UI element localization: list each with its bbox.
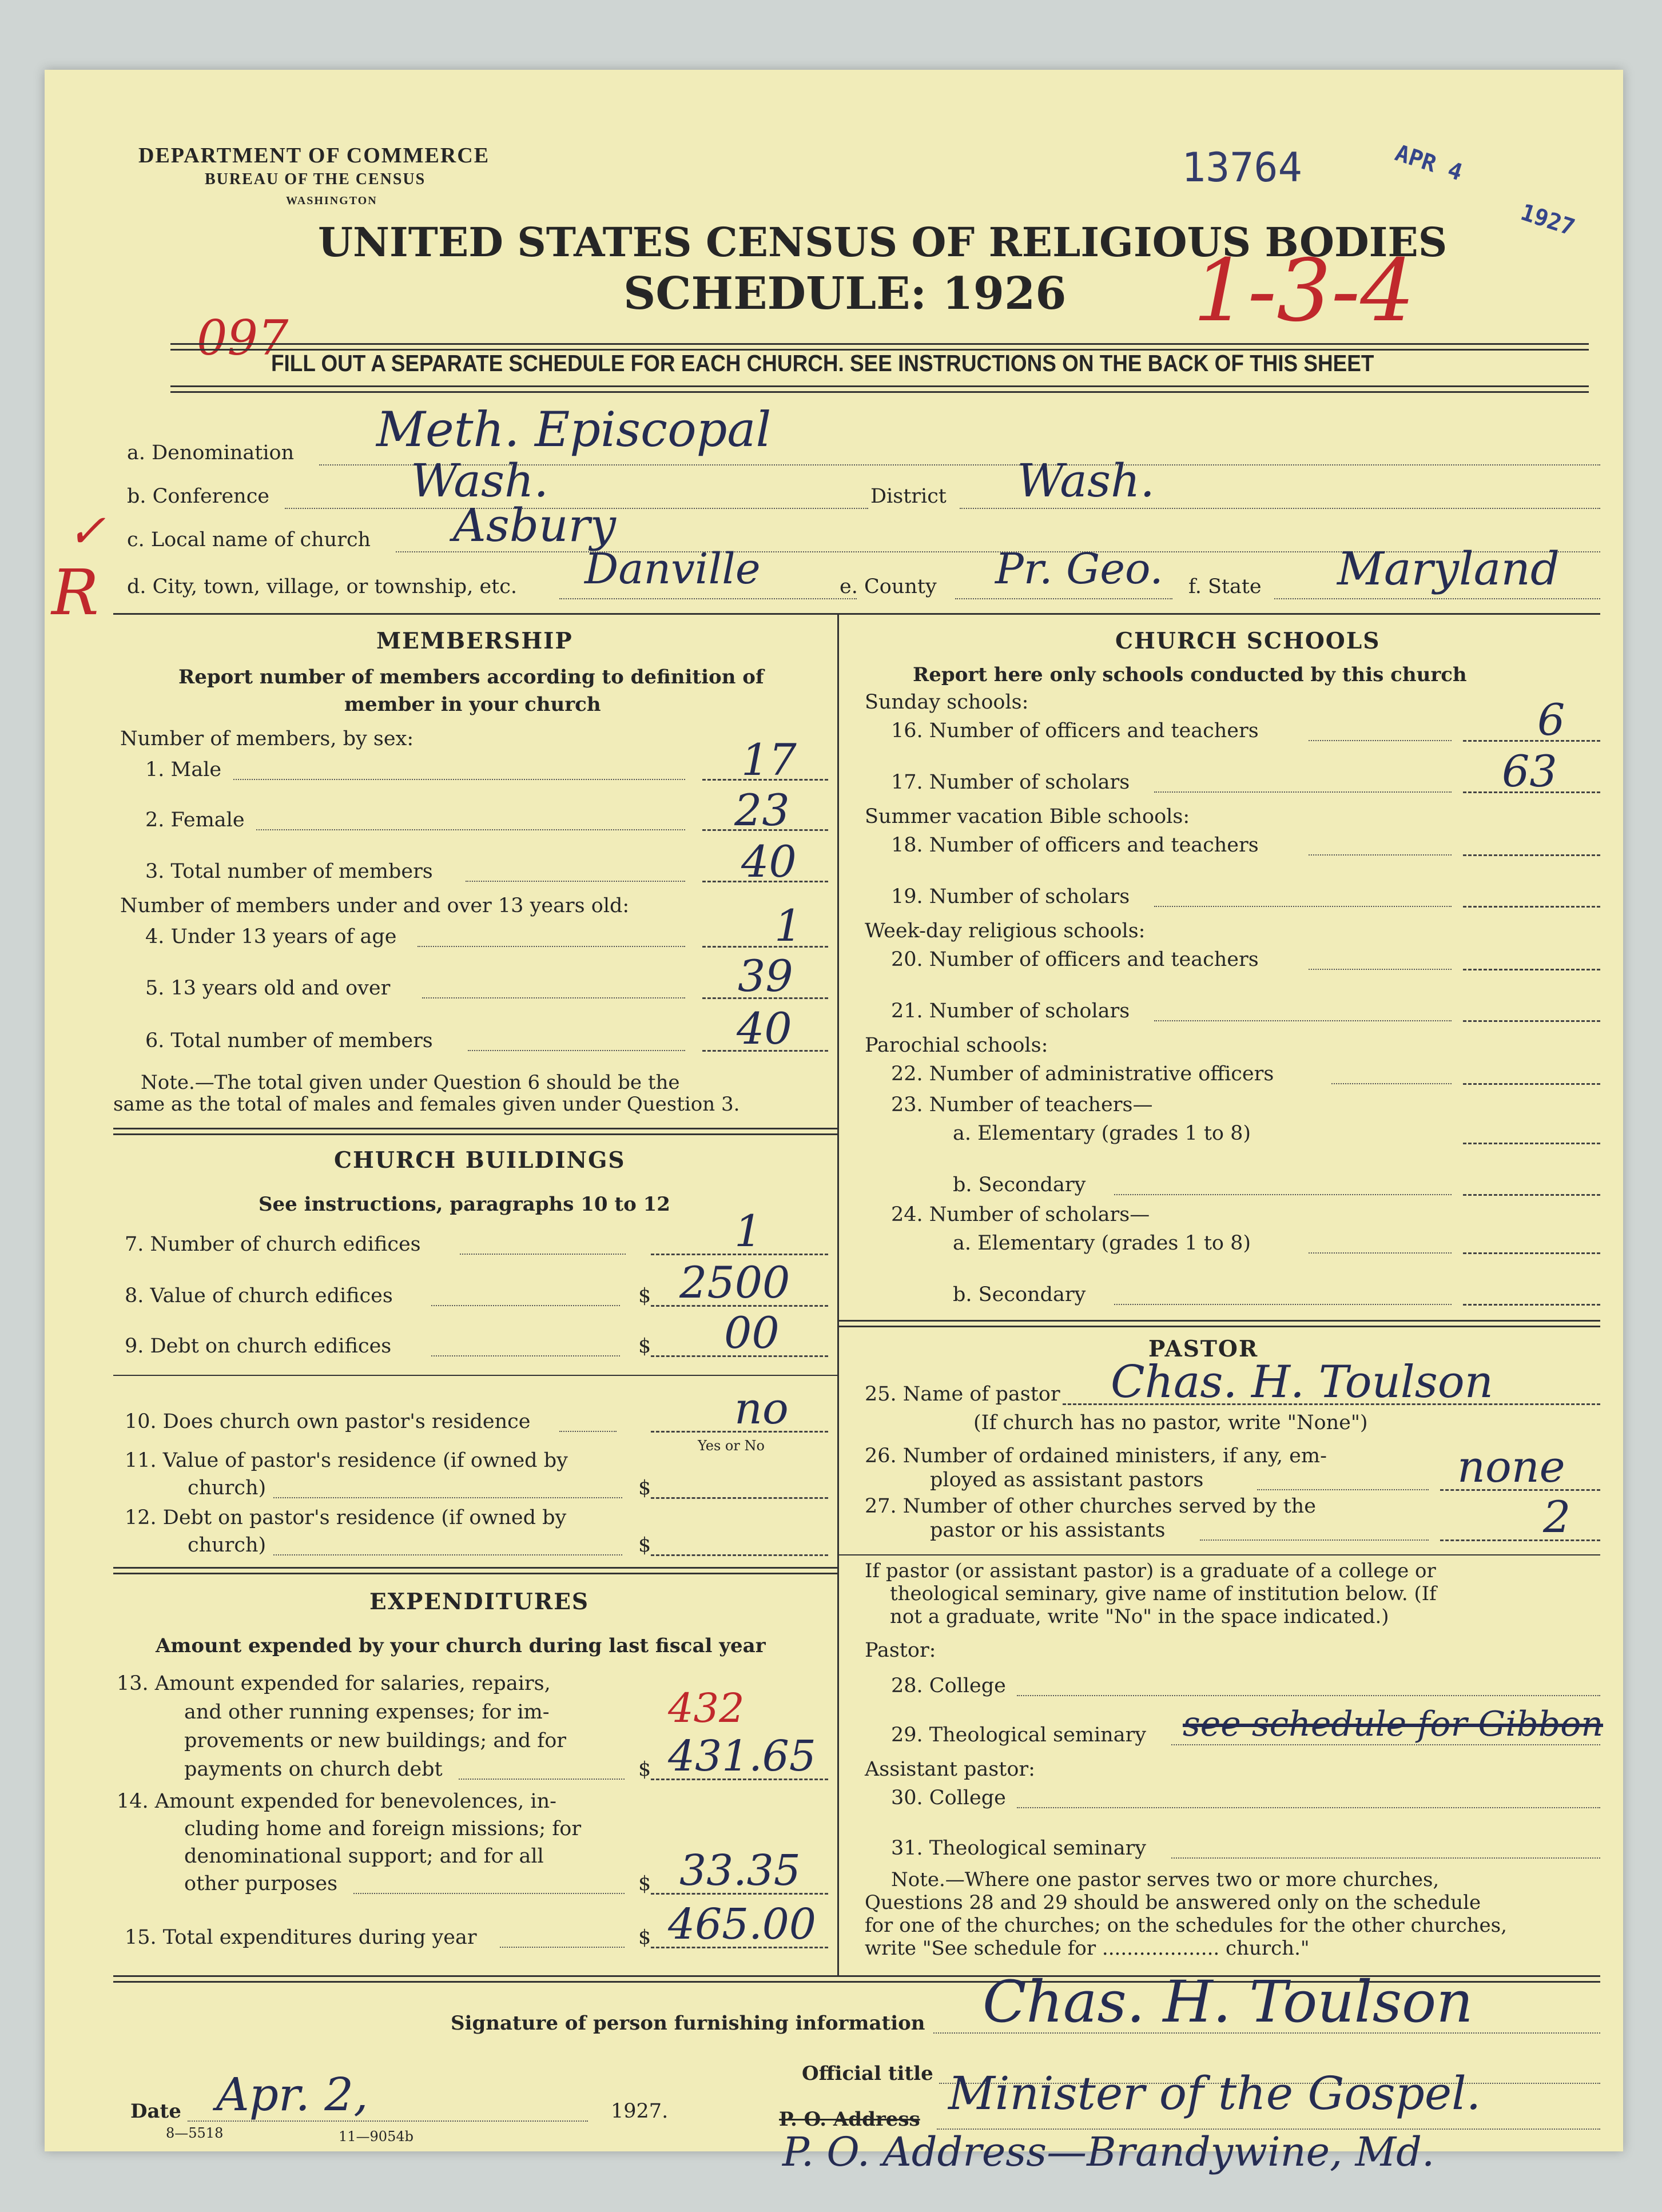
q21-label: 21. Number of scholars bbox=[891, 1000, 1130, 1023]
q25-note: (If church has no pastor, write "None") bbox=[973, 1411, 1368, 1434]
membership-intro-1: Report number of members according to definition of bbox=[178, 666, 764, 689]
form-title: UNITED STATES CENSUS OF RELIGIOUS BODIES bbox=[318, 218, 1448, 266]
city-value: Danville bbox=[585, 544, 761, 594]
q3-value: 40 bbox=[741, 836, 797, 887]
red-number: 097 bbox=[197, 310, 289, 366]
q23b-label: b. Secondary bbox=[953, 1173, 1086, 1196]
q6-label: 6. Total number of members bbox=[145, 1029, 433, 1052]
q13-dollar: $ bbox=[638, 1758, 651, 1781]
q29-label: 29. Theological seminary bbox=[891, 1724, 1147, 1746]
members-by-sex-label: Number of members, by sex: bbox=[120, 727, 414, 750]
q13-red-value: 432 bbox=[668, 1685, 745, 1732]
state-value: Maryland bbox=[1337, 542, 1560, 595]
q2-label: 2. Female bbox=[145, 809, 245, 832]
expenditures-sub: Amount expended by your church during last fiscal year bbox=[156, 1634, 766, 1657]
membership-note-1: Note.—The total given under Question 6 should be the bbox=[141, 1071, 680, 1094]
weekday-schools-label: Week-day religious schools: bbox=[865, 920, 1146, 942]
graduate-note-3: not a graduate, write "No" in the space indicated.) bbox=[890, 1605, 1389, 1628]
county-label: e. County bbox=[840, 575, 937, 598]
q13-label-1: 13. Amount expended for salaries, repairs, bbox=[117, 1672, 551, 1695]
q15-value: 465.00 bbox=[668, 1900, 816, 1949]
expenditures-heading: EXPENDITURES bbox=[369, 1589, 590, 1615]
q9-value: 00 bbox=[724, 1307, 780, 1358]
q19-label: 19. Number of scholars bbox=[891, 885, 1130, 908]
graduate-note-1: If pastor (or assistant pastor) is a graduate of a college or bbox=[865, 1559, 1436, 1582]
conference-value: Wash. bbox=[411, 454, 548, 507]
q13-value: 431.65 bbox=[668, 1732, 816, 1781]
q7-label: 7. Number of church edifices bbox=[125, 1233, 421, 1256]
q13-label-3: provements or new buildings; and for bbox=[184, 1729, 567, 1752]
q15-label: 15. Total expenditures during year bbox=[125, 1926, 477, 1949]
district-value: Wash. bbox=[1017, 454, 1155, 507]
q8-label: 8. Value of church edifices bbox=[125, 1284, 393, 1307]
official-title-label: Official title bbox=[802, 2062, 933, 2085]
q16-label: 16. Number of officers and teachers bbox=[891, 719, 1259, 742]
q12-label-2: church) bbox=[188, 1534, 267, 1557]
pastor-note-1: Note.—Where one pastor serves two or more churches, bbox=[891, 1868, 1440, 1891]
q13-label-2: and other running expenses; for im- bbox=[184, 1701, 550, 1724]
q24a-label: a. Elementary (grades 1 to 8) bbox=[953, 1232, 1251, 1255]
q9-dollar: $ bbox=[638, 1335, 651, 1358]
q22-label: 22. Number of administrative officers bbox=[891, 1063, 1274, 1085]
date-value: Apr. 2, bbox=[216, 2068, 368, 2121]
q28-label: 28. College bbox=[891, 1674, 1006, 1697]
bureau-label: BUREAU OF THE CENSUS bbox=[205, 170, 426, 188]
church-name-value: Asbury bbox=[453, 499, 616, 552]
q24-label: 24. Number of scholars— bbox=[891, 1203, 1150, 1226]
margin-checkmark: ✓ bbox=[67, 504, 106, 558]
q25-value: Chas. H. Toulson bbox=[1111, 1356, 1493, 1408]
q12-dollar: $ bbox=[638, 1534, 651, 1557]
parochial-schools-label: Parochial schools: bbox=[865, 1034, 1048, 1057]
pastor-heading: PASTOR bbox=[1148, 1336, 1259, 1362]
q29-value: see schedule for Gibbon bbox=[1183, 1704, 1604, 1744]
denomination-label: a. Denomination bbox=[127, 441, 295, 464]
q14-label-4: other purposes bbox=[184, 1872, 338, 1895]
q1-value: 17 bbox=[741, 734, 797, 785]
church-name-label: c. Local name of church bbox=[127, 528, 371, 551]
q10-value: no bbox=[734, 1383, 789, 1434]
q14-label-2: cluding home and foreign missions; for bbox=[184, 1817, 582, 1840]
q4-value: 1 bbox=[774, 900, 802, 951]
date-label: Date bbox=[130, 2100, 181, 2123]
q17-value: 63 bbox=[1502, 746, 1557, 797]
q26-label-1: 26. Number of ordained ministers, if any, em- bbox=[865, 1445, 1327, 1467]
q14-label-3: denominational support; and for all bbox=[184, 1845, 544, 1868]
q26-label-2: ployed as assistant pastors bbox=[930, 1469, 1204, 1491]
red-code: 1-3-4 bbox=[1193, 241, 1415, 341]
q2-value: 23 bbox=[734, 785, 790, 836]
q10-label: 10. Does church own pastor's residence bbox=[125, 1410, 531, 1433]
membership-intro-2: member in your church bbox=[344, 693, 601, 716]
q24b-label: b. Secondary bbox=[953, 1283, 1086, 1306]
membership-note-2: same as the total of males and females given under Question 3. bbox=[113, 1093, 740, 1116]
q12-label-1: 12. Debt on pastor's residence (if owned by bbox=[125, 1506, 567, 1529]
district-label: District bbox=[870, 485, 947, 508]
q11-dollar: $ bbox=[638, 1477, 651, 1499]
form-number: 8—5518 bbox=[166, 2125, 224, 2141]
q9-label: 9. Debt on church edifices bbox=[125, 1335, 392, 1358]
q16-value: 6 bbox=[1537, 694, 1565, 745]
q8-dollar: $ bbox=[638, 1284, 651, 1307]
q25-label: 25. Name of pastor bbox=[865, 1383, 1060, 1406]
po-address-value: Minister of the Gospel. bbox=[948, 2067, 1481, 2120]
schools-heading: CHURCH SCHOOLS bbox=[1115, 628, 1381, 654]
q13-label-4: payments on church debt bbox=[184, 1758, 443, 1781]
q31-label: 31. Theological seminary bbox=[891, 1837, 1147, 1860]
form-subtitle: SCHEDULE: 1926 bbox=[623, 268, 1067, 320]
received-stamp-year: 1927 bbox=[1517, 199, 1578, 241]
q5-value: 39 bbox=[738, 950, 793, 1001]
instruction-line: FILL OUT A SEPARATE SCHEDULE FOR EACH CHURCH. SEE INSTRUCTIONS ON THE BACK OF THIS SHEET bbox=[271, 350, 1374, 376]
county-value: Pr. Geo. bbox=[995, 544, 1163, 594]
q23a-label: a. Elementary (grades 1 to 8) bbox=[953, 1122, 1251, 1145]
q14-value: 33.35 bbox=[679, 1846, 801, 1895]
print-number: 11—9054b bbox=[339, 2129, 413, 2145]
conference-label: b. Conference bbox=[127, 485, 270, 508]
year-label: 1927. bbox=[611, 2100, 669, 2123]
buildings-heading: CHURCH BUILDINGS bbox=[334, 1147, 626, 1173]
membership-heading: MEMBERSHIP bbox=[376, 628, 573, 654]
q14-label-1: 14. Amount expended for benevolences, in- bbox=[117, 1790, 556, 1813]
graduate-note-2: theological seminary, give name of institution below. (If bbox=[890, 1582, 1437, 1605]
members-by-age-label: Number of members under and over 13 years old: bbox=[120, 894, 630, 917]
q27-label-1: 27. Number of other churches served by the bbox=[865, 1495, 1316, 1518]
margin-r-mark: R bbox=[51, 556, 99, 629]
q18-label: 18. Number of officers and teachers bbox=[891, 834, 1259, 857]
q4-label: 4. Under 13 years of age bbox=[145, 925, 397, 948]
serial-number: 13764 bbox=[1182, 144, 1302, 191]
pastor-note-3: for one of the churches; on the schedules for the other churches, bbox=[865, 1914, 1507, 1937]
po-address-label: P. O. Address bbox=[779, 2108, 920, 2131]
state-label: f. State bbox=[1188, 575, 1262, 598]
received-stamp-date: APR 4 bbox=[1391, 140, 1466, 186]
column-divider bbox=[837, 614, 839, 1975]
department-label: DEPARTMENT OF COMMERCE bbox=[138, 144, 490, 168]
assistant-education-label: Assistant pastor: bbox=[865, 1758, 1035, 1781]
q11-label-2: church) bbox=[188, 1477, 267, 1499]
signature-value: Chas. H. Toulson bbox=[983, 1968, 1473, 2035]
q3-label: 3. Total number of members bbox=[145, 860, 433, 883]
q20-label: 20. Number of officers and teachers bbox=[891, 948, 1259, 971]
q7-value: 1 bbox=[734, 1206, 762, 1256]
city-label: d. City, town, village, or township, etc. bbox=[127, 575, 517, 598]
handwritten-po-address: P. O. Address—Brandywine, Md. bbox=[782, 2129, 1435, 2175]
signature-label: Signature of person furnishing information bbox=[451, 2012, 925, 2035]
q11-label-1: 11. Value of pastor's residence (if owned by bbox=[125, 1449, 568, 1472]
q1-label: 1. Male bbox=[145, 758, 222, 781]
pastor-note-4: write "See schedule for ................... church." bbox=[865, 1937, 1310, 1960]
sunday-schools-label: Sunday schools: bbox=[865, 691, 1029, 714]
q8-value: 2500 bbox=[679, 1257, 790, 1308]
yes-or-no-hint: Yes or No bbox=[698, 1438, 765, 1454]
schools-sub: Report here only schools conducted by this church bbox=[913, 663, 1467, 686]
q27-label-2: pastor or his assistants bbox=[930, 1519, 1166, 1542]
summer-schools-label: Summer vacation Bible schools: bbox=[865, 805, 1190, 828]
city-label: WASHINGTON bbox=[286, 194, 377, 207]
pastor-note-2: Questions 28 and 29 should be answered only on the schedule bbox=[865, 1891, 1481, 1914]
q27-value: 2 bbox=[1543, 1491, 1571, 1542]
q23-label: 23. Number of teachers— bbox=[891, 1093, 1153, 1116]
pastor-education-label: Pastor: bbox=[865, 1639, 936, 1662]
buildings-sub: See instructions, paragraphs 10 to 12 bbox=[259, 1193, 670, 1216]
q26-value: none bbox=[1457, 1441, 1565, 1492]
census-schedule-sheet bbox=[45, 70, 1623, 2175]
q30-label: 30. College bbox=[891, 1787, 1006, 1809]
q14-dollar: $ bbox=[638, 1872, 651, 1895]
q5-label: 5. 13 years old and over bbox=[145, 977, 391, 1000]
q6-value: 40 bbox=[737, 1003, 792, 1054]
q17-label: 17. Number of scholars bbox=[891, 771, 1130, 794]
q15-dollar: $ bbox=[638, 1926, 651, 1949]
denomination-value: Meth. Episcopal bbox=[376, 401, 772, 457]
